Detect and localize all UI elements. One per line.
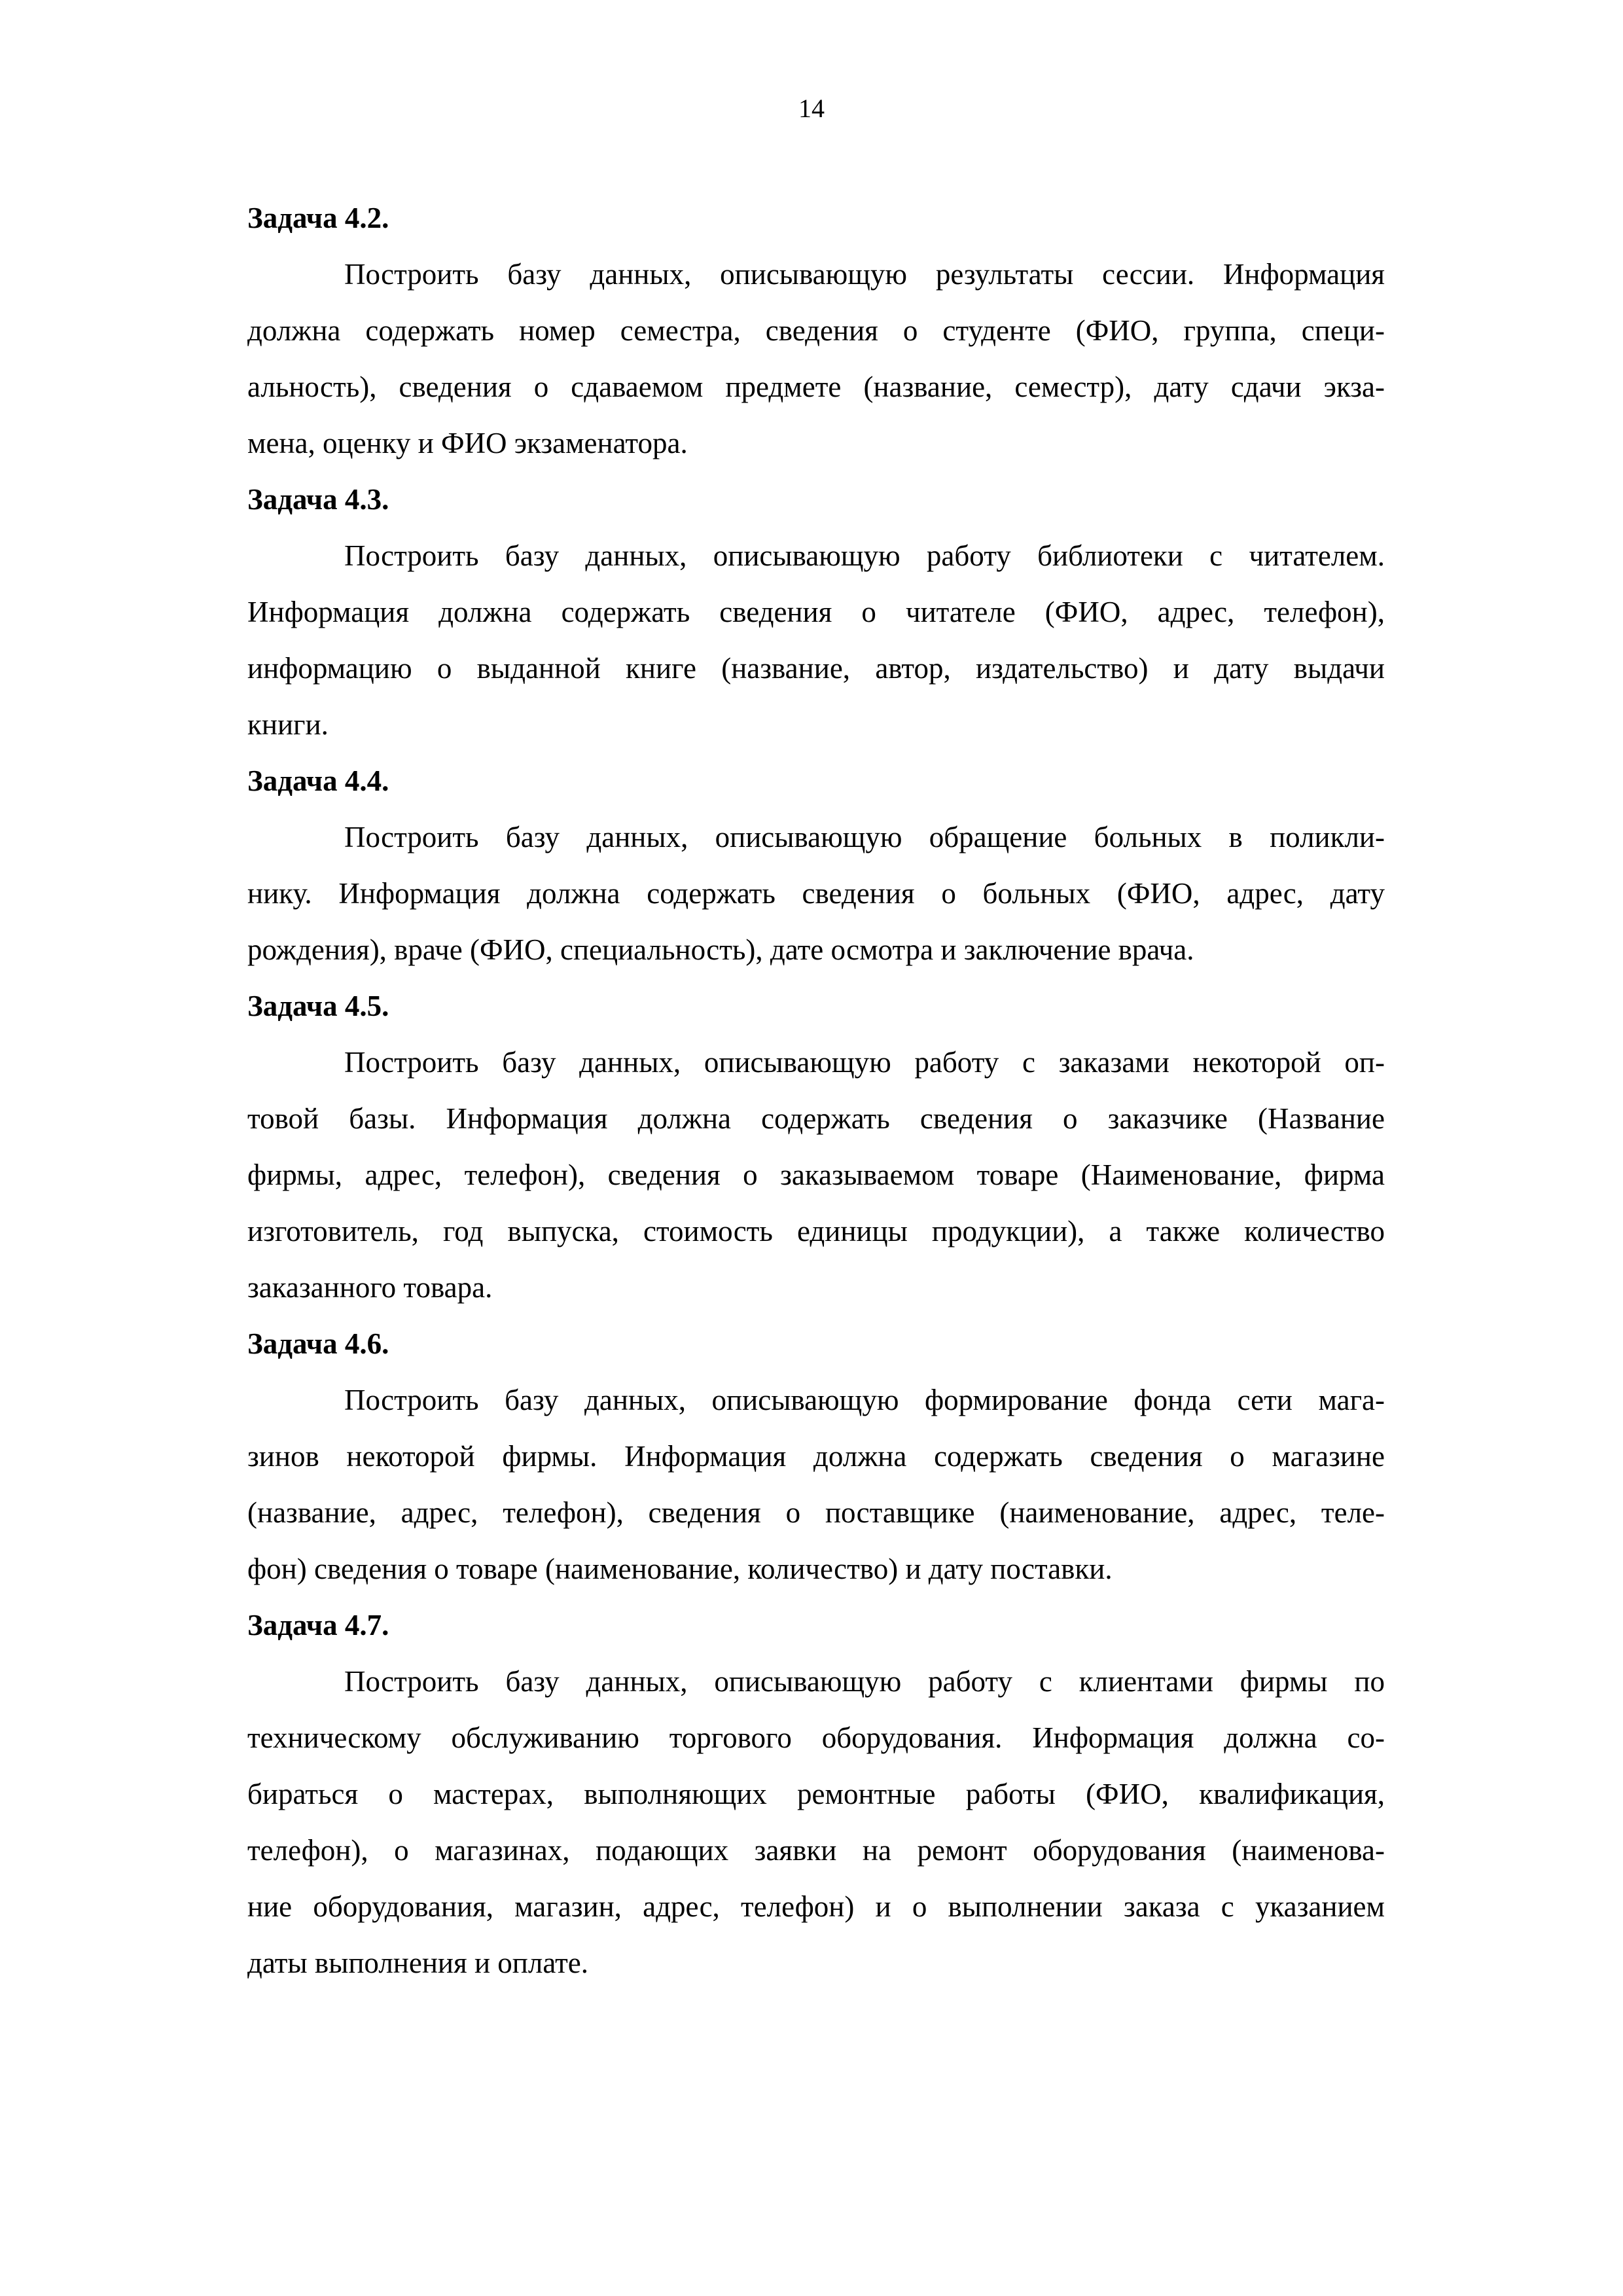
task-text-line: рождения), враче (ФИО, специальность), дате осмотра и заключение врача. [247, 933, 1194, 966]
task-text-line: Построить базу данных, описывающую формирование фонда сети мага- [344, 1384, 1385, 1416]
task-4-4 [247, 753, 1385, 978]
task-text-line: телефон), о магазинах, подающих заявки на ремонт оборудования (наименова- [247, 1834, 1385, 1867]
task-text-line: товой базы. Информация должна содержать сведения о заказчике (Название [247, 1102, 1385, 1135]
task-4-2 [247, 190, 1385, 471]
task-text-line: бираться о мастерах, выполняющих ремонтные работы (ФИО, квалификация, [247, 1778, 1385, 1810]
task-text-line: альность), сведения о сдаваемом предмете (название, семестр), дату сдачи экза- [247, 370, 1385, 403]
task-heading: Задача 4.7. [247, 1609, 389, 1641]
task-heading: Задача 4.5. [247, 990, 389, 1022]
task-4-7 [247, 1597, 1385, 1991]
task-text-line: нику. Информация должна содержать сведения о больных (ФИО, адрес, дату [247, 877, 1385, 910]
task-text-line: фон) сведения о товаре (наименование, количество) и дату поставки. [247, 1552, 1113, 1585]
task-text-line: фирмы, адрес, телефон), сведения о заказываемом товаре (Наименование, фирма [247, 1158, 1385, 1191]
page-number: 14 [798, 94, 825, 123]
task-heading: Задача 4.4. [247, 764, 389, 797]
task-text-line: информацию о выданной книге (название, автор, издательство) и дату выдачи [247, 652, 1385, 685]
task-text-line: должна содержать номер семестра, сведения о студенте (ФИО, группа, специ- [247, 314, 1385, 347]
task-text-line: Построить базу данных, описывающую работу с заказами некоторой оп- [344, 1046, 1385, 1079]
task-4-6 [247, 1316, 1385, 1597]
task-text-line: изготовитель, год выпуска, стоимость единицы продукции), а также количество [247, 1215, 1385, 1247]
task-4-3 [247, 471, 1385, 753]
task-text-line: заказанного товара. [247, 1271, 493, 1304]
document-body [247, 190, 1385, 1991]
task-heading: Задача 4.6. [247, 1327, 389, 1360]
task-text-line: книги. [247, 708, 329, 741]
task-heading: Задача 4.3. [247, 483, 389, 516]
task-4-5 [247, 978, 1385, 1316]
task-text-line: Построить базу данных, описывающую результаты сессии. Информация [344, 258, 1385, 291]
task-text-line: даты выполнения и оплате. [247, 1946, 589, 1979]
task-heading: Задача 4.2. [247, 202, 389, 234]
task-text-line: зинов некоторой фирмы. Информация должна содержать сведения о магазине [247, 1440, 1385, 1473]
task-text-line: мена, оценку и ФИО экзаменатора. [247, 427, 688, 459]
task-text-line: Информация должна содержать сведения о читателе (ФИО, адрес, телефон), [247, 596, 1385, 628]
task-text-line: Построить базу данных, описывающую работу с клиентами фирмы по [344, 1665, 1385, 1698]
task-text-line: (название, адрес, телефон), сведения о поставщике (наименование, адрес, теле- [247, 1496, 1385, 1529]
task-text-line: ние оборудования, магазин, адрес, телефон) и о выполнении заказа с указанием [247, 1890, 1385, 1923]
task-text-line: Построить базу данных, описывающую работу библиотеки с читателем. [344, 539, 1385, 572]
task-text-line: Построить базу данных, описывающую обращение больных в поликли- [344, 821, 1385, 853]
task-text-line: техническому обслуживанию торгового оборудования. Информация должна со- [247, 1721, 1385, 1754]
